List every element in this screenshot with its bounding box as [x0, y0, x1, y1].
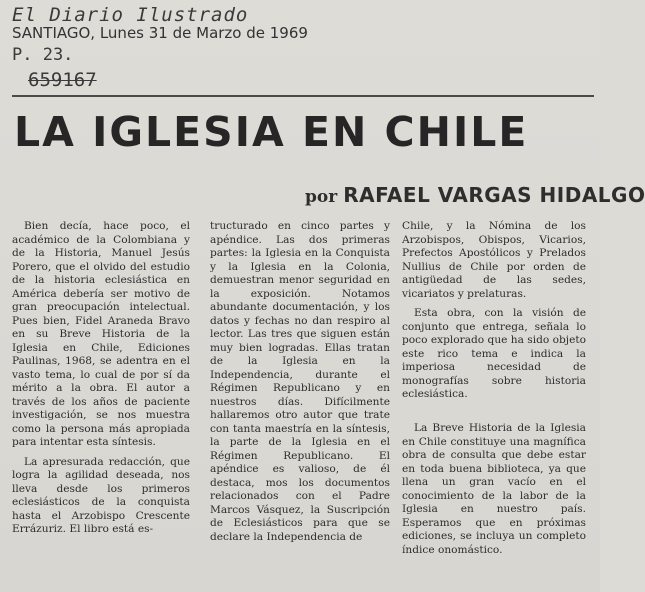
article-paragraph: Chile, y la Nómina de los Arzobispos, Obispos, Vicarios, Prefectos Apostólicos y Prelados Nullius de Chile por orden de antigüedad de las sedes, vicariatos y prelaturas. — [402, 220, 586, 300]
article-byline — [305, 183, 645, 207]
article-paragraph: Bien decía, hace poco, el académico de la Colombiana y de la Historia, Manuel Jesús Porero, que el olvido del estudio de la historia eclesiástica en América debería ser motivo de gran preocupación intelectual. Pues bien, Fidel Araneda Bravo en su Breve Historia de la Iglesia en Chile, Ediciones Paulinas, 1968, se adentra en el vasto tema, lo cual de por sí da mérito a la obra. El autor a través de los años de paciente investigación, se nos muestra como la persona más apropiada para intentar esta síntesis. — [12, 220, 190, 448]
page-note: P. 23. — [12, 45, 74, 65]
article-column-3 — [402, 220, 586, 420]
catalog-number: 659167 — [28, 69, 97, 91]
newspaper-name: El Diario Ilustrado — [12, 4, 249, 26]
article-paragraph: La apresurada redacción, que logra la agilidad deseada, nos lleva desde los primeros eclesiásticos de la conquista hasta el Arzobispo Crescente Errázuriz. El libro está es- — [12, 455, 190, 535]
bleed-through-text — [335, 160, 343, 185]
article-column-1 — [12, 220, 190, 592]
dateline: SANTIAGO, Lunes 31 de Marzo de 1969 — [12, 24, 308, 42]
article-paragraph: La Breve Historia de la Iglesia en Chile constituye una magnífica obra de consulta que debe estar en toda buena biblioteca, ya que llena un gran vacío en el conocimiento de la labor de la Iglesia en nuestro país. Esperamos que en próximas ediciones, se incluya un completo índice onomástico. — [402, 422, 586, 556]
article-column-2 — [210, 220, 390, 592]
article-column-3-continued — [402, 422, 586, 592]
byline-prefix: por — [305, 187, 338, 207]
byline-author: RAFAEL VARGAS HIDALGO — [343, 183, 645, 207]
article-paragraph: tructurado en cinco partes y apéndice. Las dos primeras partes: la Iglesia en la Conquista y la Iglesia en la Colonia, demuestran menor seguridad en la exposición. Notamos abundante documentación, y los datos y fechas no dan respiro al lector. Las tres que siguen están muy bien logradas. Ellas tratan de la Iglesia en la Independencia, durante el Régimen Republicano y en nuestros días. Difícilmente hallaremos otro autor que trate con tanta maestría en la síntesis, la parte de la Iglesia en el Régimen Republicano. El apéndice es valioso, de él destaca, mos los documentos relacionados con el Padre Marcos Vásquez, la Suscripción de Eclesiásticos para que se declare la Independencia de — [210, 220, 390, 543]
header-rule — [12, 95, 594, 97]
article-paragraph: Esta obra, con la visión de conjunto que entrega, señala lo poco explorado que ha sido objeto este rico tema e indica la imperiosa necesidad de monografías sobre historia eclesiástica. — [402, 307, 586, 400]
article-headline: LA IGLESIA EN CHILE — [14, 108, 529, 156]
